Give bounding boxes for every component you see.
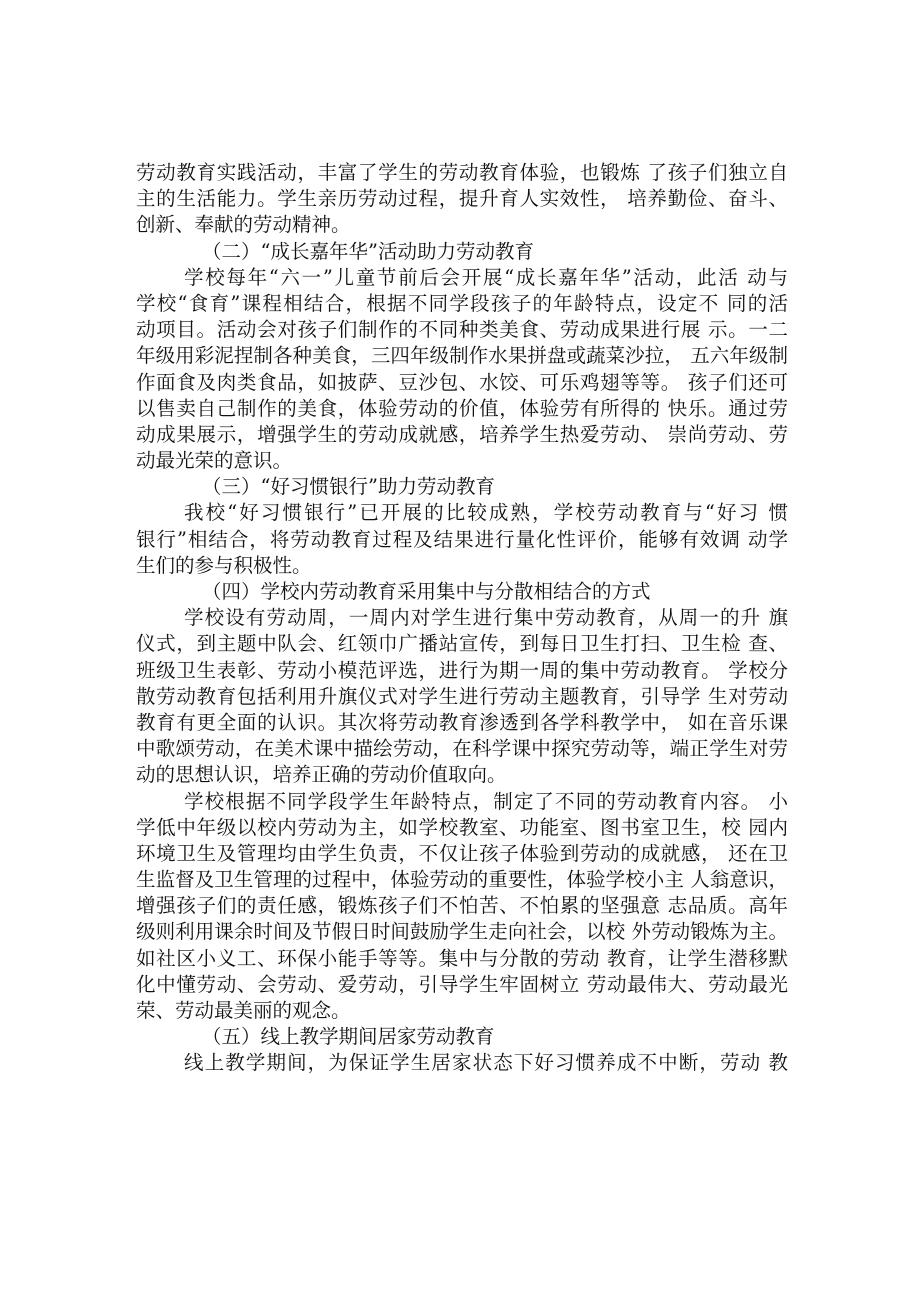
paragraph-line: 主的生活能力。学生亲历劳动过程，提升育人实效性， 培养勤俭、奋斗、 — [136, 187, 788, 211]
paragraph-line: 化中懂劳动、会劳动、爱劳动，引导学生牢固树立 劳动最伟大、劳动最光 — [136, 972, 788, 996]
paragraph-line: 线上教学期间，为保证学生居家状态下好习惯养成不中断，劳动 教 — [184, 1051, 788, 1075]
paragraph-line: 银行”相结合，将劳动教育过程及结果进行量化性评价，能够有效调 动学 — [136, 527, 788, 551]
paragraph-line: 荣、劳动最美丽的观念。 — [136, 999, 351, 1022]
heading-text: （四）学校内劳动教育采用集中与分散相结合的方式 — [202, 580, 651, 603]
paragraph-line: 年级用彩泥捏制各种美食，三四年级制作水果拼盘或蔬菜沙拉， 五六年级制 — [136, 344, 788, 368]
heading-text: （二）“成长嘉年华”活动助力劳动教育 — [202, 239, 534, 263]
paragraph-line: 教育有更全面的认识。其次将劳动教育渗透到各学科教学中， 如在音乐课 — [136, 710, 788, 734]
paragraph — [136, 1050, 788, 1076]
paragraph — [136, 500, 788, 579]
section-heading — [136, 1024, 788, 1050]
document-body — [136, 160, 788, 1077]
paragraph-line: 劳动教育实践活动，丰富了学生的劳动教育体验，也锻炼 了孩子们独立自 — [136, 161, 788, 184]
paragraph-line: 班级卫生表彰、劳动小模范评选，进行为期一周的集中劳动教育。 学校分 — [136, 658, 788, 682]
heading-text: （三）“好习惯银行”助力劳动教育 — [202, 475, 495, 499]
paragraph-line: 我校“好习惯银行”已开展的比较成熟，学校劳动教育与“好习 惯 — [184, 501, 788, 525]
paragraph — [136, 160, 788, 239]
paragraph-line: 动项目。活动会对孩子们制作的不同种类美食、劳动成果进行展 示。一二 — [136, 318, 788, 342]
paragraph-line: 生监督及卫生管理的过程中，体验劳动的重要性，体验学校小主 人翁意识， — [136, 868, 788, 892]
paragraph-line: 动成果展示，增强学生的劳动成就感，培养学生热爱劳动、 崇尚劳动、劳 — [136, 422, 788, 446]
paragraph-line: 动的思想认识，培养正确的劳动价值取向。 — [136, 763, 507, 787]
paragraph-line: 仪式，到主题中队会、红领巾广播站宣传，到每日卫生打扫、卫生检 查、 — [136, 632, 788, 656]
paragraph — [136, 265, 788, 475]
paragraph-line: 生们的参与积极性。 — [136, 553, 312, 577]
section-heading — [136, 239, 788, 265]
paragraph-line: 环境卫生及管理均由学生负责，不仅让孩子体验到劳动的成就感， 还在卫 — [136, 841, 788, 865]
paragraph-line: 学低中年级以校内劳动为主，如学校教室、功能室、图书室卫生，校 园内 — [136, 815, 788, 839]
paragraph-line: 以售卖自己制作的美食，体验劳动的价值，体验劳有所得的 快乐。通过劳 — [136, 396, 788, 420]
paragraph — [136, 789, 788, 1025]
paragraph-line: 动最光荣的意识。 — [136, 449, 293, 473]
paragraph-line: 中歌颂劳动，在美术课中描绘劳动，在科学课中探究劳动等，端正学生对劳 — [136, 737, 788, 761]
paragraph-line: 学校设有劳动周，一周内对学生进行集中劳动教育，从周一的升 旗 — [184, 606, 788, 630]
paragraph — [136, 605, 788, 788]
paragraph-line: 学校根据不同学段学生年龄特点，制定了不同的劳动教育内容。 小 — [184, 789, 788, 813]
paragraph-line: 学校每年“六一”儿童节前后会开展“成长嘉年华”活动，此活 动与 — [184, 265, 788, 289]
section-heading — [136, 474, 788, 500]
heading-text: （五）线上教学期间居家劳动教育 — [202, 1025, 495, 1049]
paragraph-line: 作面食及肉类食品，如披萨、豆沙包、水饺、可乐鸡翅等等。 孩子们还可 — [136, 370, 788, 394]
paragraph-line: 创新、奉献的劳动精神。 — [136, 213, 351, 237]
paragraph-line: 增强孩子们的责任感，锻炼孩子们不怕苦、不怕累的坚强意 志品质。高年 — [136, 894, 788, 918]
section-heading — [136, 579, 788, 605]
paragraph-line: 级则利用课余时间及节假日时间鼓励学生走向社会，以校 外劳动锻炼为主。 — [136, 920, 788, 944]
paragraph-line: 散劳动教育包括利用升旗仪式对学生进行劳动主题教育，引导学 生对劳动 — [136, 684, 788, 708]
paragraph-line: 如社区小义工、环保小能手等等。集中与分散的劳动 教育，让学生潜移默 — [136, 946, 788, 970]
paragraph-line: 学校“食育”课程相结合，根据不同学段孩子的年龄特点，设定不 同的活 — [136, 291, 788, 315]
